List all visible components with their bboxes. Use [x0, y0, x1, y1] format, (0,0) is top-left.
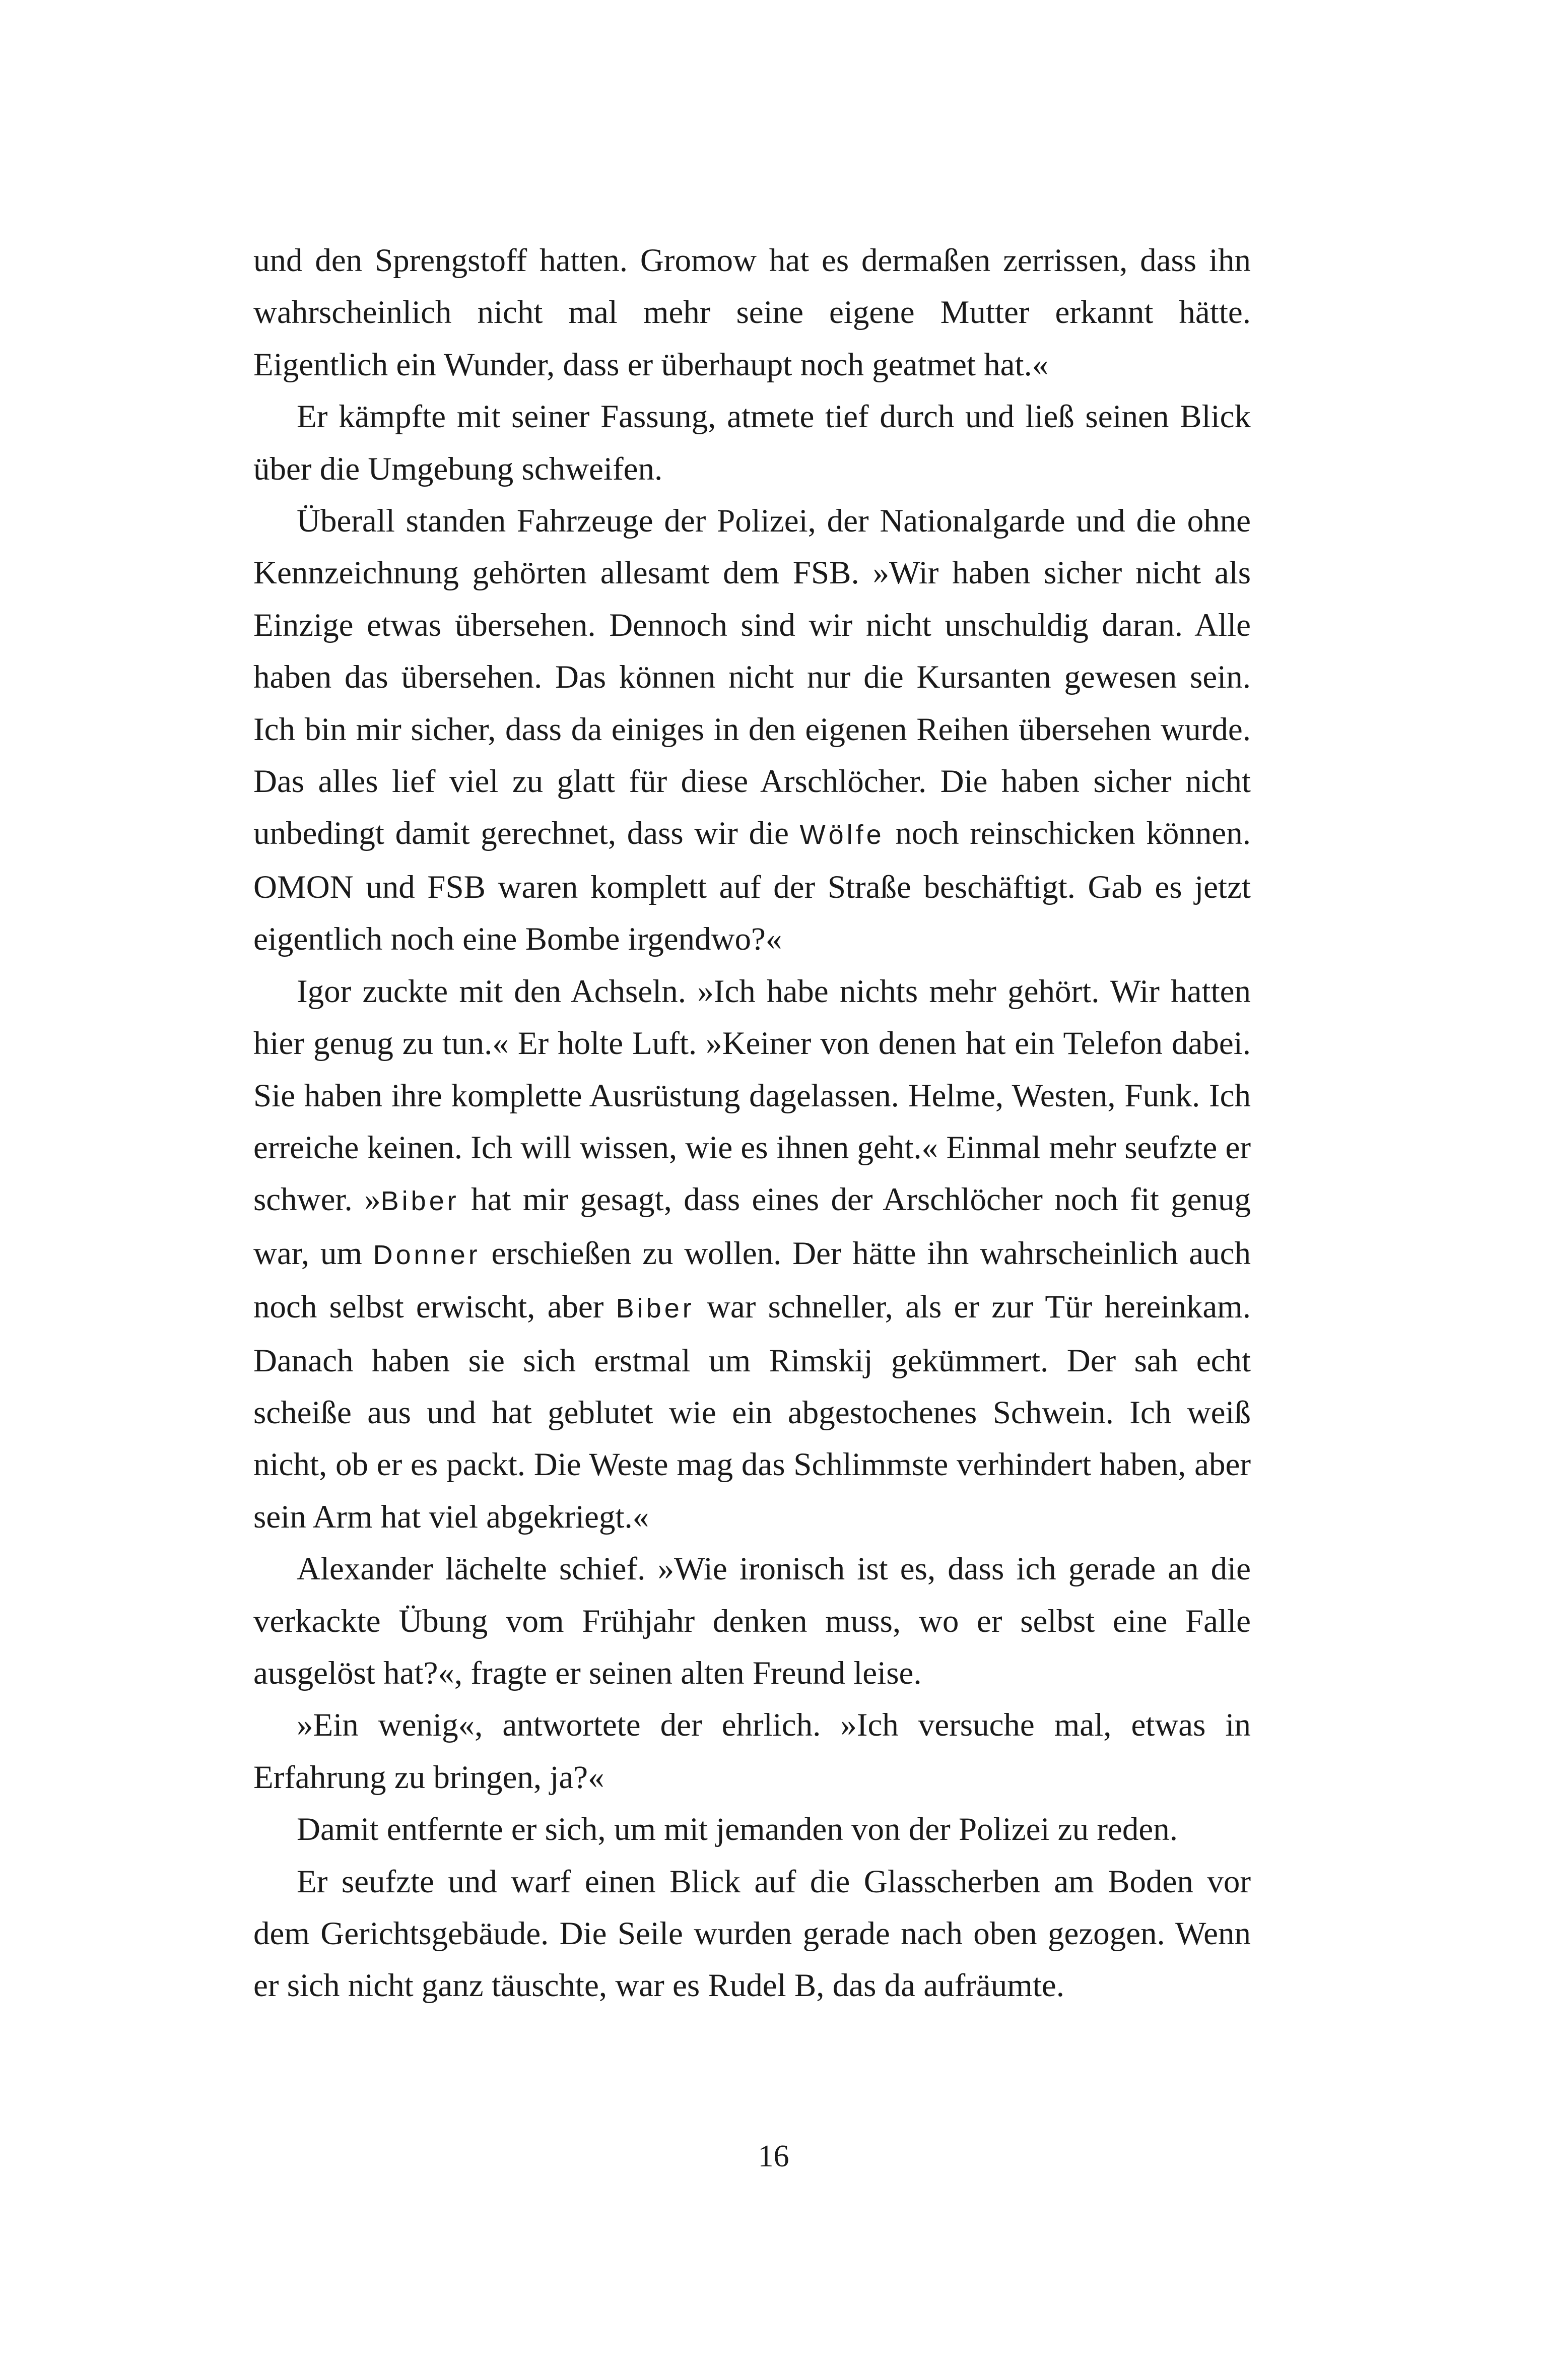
paragraph-4-text-d: war schneller, als er zur Tür hereinkam. Danach haben sie sich erstmal um Rimskij gekümmert. Der sah echt scheiße aus und hat geblutet wie ein abgestochenes Schwein. Ich weiß nicht, ob er es packt. Die Weste mag das Schlimmste verhindert haben, aber sein Arm hat viel abgekriegt.«	[253, 1289, 1251, 1535]
paragraph-5: Alexander lächelte schief. »Wie ironisch ist es, dass ich gerade an die verkackte Übung vom Frühjahr denken muss, wo er selbst eine Falle ausgelöst hat?«, fragte er seinen alten Freund leise.	[253, 1551, 1251, 1691]
paragraph-7: Damit entfernte er sich, um mit jemanden von der Polizei zu reden.	[297, 1811, 1178, 1848]
paragraph-3-text-b: noch reinschicken können. OMON und FSB waren komplett auf der Straße beschäftigt. Gab es jetzt eigentlich noch eine Bombe irgendwo?«	[253, 815, 1251, 958]
paragraph-4-text-b: hat mir gesagt, dass eines der Arschlöcher noch fit genug war, um	[253, 1181, 1251, 1272]
body-text	[253, 235, 1251, 2012]
paragraph-4	[253, 966, 1251, 1543]
page-number: 16	[758, 2139, 789, 2173]
paragraph-8: Er seufzte und warf einen Blick auf die Glasscherben am Boden vor dem Gerichtsgebäude. Die Seile wurden gerade nach oben gezogen. Wenn er sich nicht ganz täuschte, war es Rudel B, das da aufräumte.	[253, 1863, 1251, 2004]
paragraph-4-text-c: erschießen zu wollen. Der hätte ihn wahrscheinlich auch noch selbst erwischt, aber	[253, 1235, 1251, 1326]
paragraph-6: »Ein wenig«, antwortete der ehrlich. »Ich versuche mal, etwas in Erfahrung zu bringen, ja?«	[253, 1707, 1251, 1796]
paragraph-4-text-a: Igor zuckte mit den Achseln. »Ich habe nichts mehr gehört. Wir hatten hier genug zu tun.« Er holte Luft. »Keiner von denen hat ein Telefon dabei. Sie haben ihre komplette Ausrüstung dagelassen. Helme, Westen, Funk. Ich erreiche keinen. Ich will wissen, wie es ihnen geht.« Einmal mehr seufzte er schwer. »	[253, 973, 1251, 1218]
callsign-donner: Donner	[373, 1239, 481, 1270]
paragraph-3-text-a: Überall standen Fahrzeuge der Polizei, der Nationalgarde und die ohne Kennzeichnung gehörten allesamt dem FSB. »Wir haben sicher nicht als Einzige etwas übersehen. Dennoch sind wir nicht unschuldig daran. Alle haben das übersehen. Das können nicht nur die Kursanten gewesen sein. Ich bin mir sicher, dass da einiges in den eigenen Reihen übersehen wurde. Das alles lief viel zu glatt für diese Arschlöcher. Die haben sicher nicht unbedingt damit gerechnet, dass wir die	[253, 503, 1251, 852]
paragraph-2: Er kämpfte mit seiner Fassung, atmete tief durch und ließ seinen Blick über die Umgebung schweifen.	[253, 399, 1251, 487]
callsign-biber-2: Biber	[616, 1293, 695, 1324]
paragraph-1: und den Sprengstoff hatten. Gromow hat es dermaßen zerrissen, dass ihn wahrscheinlich nicht mal mehr seine eigene Mutter erkannt hätte. Eigentlich ein Wunder, dass er überhaupt noch geatmet hat.«	[253, 242, 1251, 383]
callsign-woelfe: Wölfe	[799, 820, 885, 850]
callsign-biber: Biber	[380, 1186, 459, 1217]
paragraph-3	[253, 495, 1251, 966]
